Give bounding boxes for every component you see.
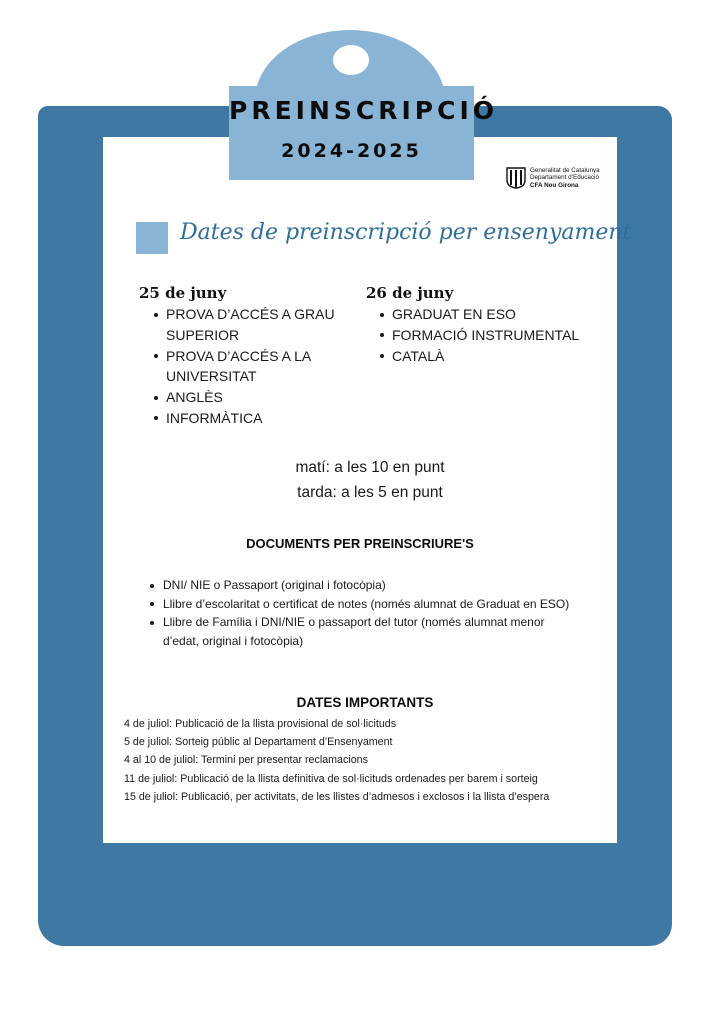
list-item: 11 de juliol: Publicació de la llista definitiva de sol·licituds ordenades per barem i sorteig bbox=[124, 772, 538, 785]
day1-list bbox=[154, 304, 344, 429]
list-item: FORMACIÓ INSTRUMENTAL bbox=[380, 325, 600, 346]
list-item: INFORMÀTICA bbox=[154, 408, 344, 429]
school-year: 2024-2025 bbox=[281, 140, 422, 162]
logo-line-1: Generalitat de Catalunya bbox=[530, 167, 600, 175]
list-item: Llibre d’escolaritat o certificat de notes (només alumnat de Graduat en ESO) bbox=[150, 595, 580, 614]
important-dates-list bbox=[124, 715, 604, 806]
list-item: 4 de juliol: Publicació de la llista provisional de sol·licituds bbox=[124, 718, 397, 730]
logo-line-2: Departament d’Educació bbox=[530, 174, 599, 182]
list-item: 5 de juliol: Sorteig públic al Departament d’Ensenyament bbox=[124, 736, 393, 749]
generalitat-emblem-icon bbox=[506, 167, 526, 189]
generalitat-logo bbox=[506, 166, 606, 190]
day2-heading: 26 de juny bbox=[366, 284, 454, 302]
section-square-icon bbox=[136, 222, 168, 254]
list-item: GRADUAT EN ESO bbox=[380, 304, 600, 325]
documents-list bbox=[150, 576, 580, 650]
documents-heading: DOCUMENTS PER PREINSCRIURE'S bbox=[246, 536, 474, 551]
list-item: PROVA D’ACCÉS A LA UNIVERSITAT bbox=[154, 346, 344, 388]
schedule-times bbox=[180, 456, 560, 505]
generalitat-text bbox=[530, 167, 600, 189]
important-dates-heading: DATES IMPORTANTS bbox=[296, 695, 434, 710]
list-item: Llibre de Família i DNI/NIE o passaport del tutor (només alumnat menor d’edat, original i fotocòpia) bbox=[150, 613, 580, 650]
list-item: CATALÀ bbox=[380, 346, 600, 367]
page-title: PREINSCRIPCIÓ bbox=[229, 96, 499, 125]
afternoon-time: tarda: a les 5 en punt bbox=[297, 483, 443, 501]
list-item: 4 al 10 de juliol: Termini per presentar reclamacions bbox=[124, 754, 368, 767]
section-title: Dates de preinscripció per ensenyament bbox=[180, 220, 632, 245]
logo-line-3: CFA Nou Girona bbox=[530, 181, 579, 189]
list-item: PROVA D’ACCÉS A GRAU SUPERIOR bbox=[154, 304, 344, 346]
clip-hole bbox=[333, 45, 369, 75]
day2-list bbox=[380, 304, 600, 366]
day1-heading: 25 de juny bbox=[139, 284, 227, 302]
list-item: 15 de juliol: Publicació, per activitats, de les llistes d’admesos i exclosos i la llista d’espera bbox=[124, 790, 550, 803]
list-item: ANGLÈS bbox=[154, 387, 344, 408]
list-item: DNI/ NIE o Passaport (original i fotocòpia) bbox=[150, 576, 580, 595]
morning-time: matí: a les 10 en punt bbox=[295, 459, 445, 476]
